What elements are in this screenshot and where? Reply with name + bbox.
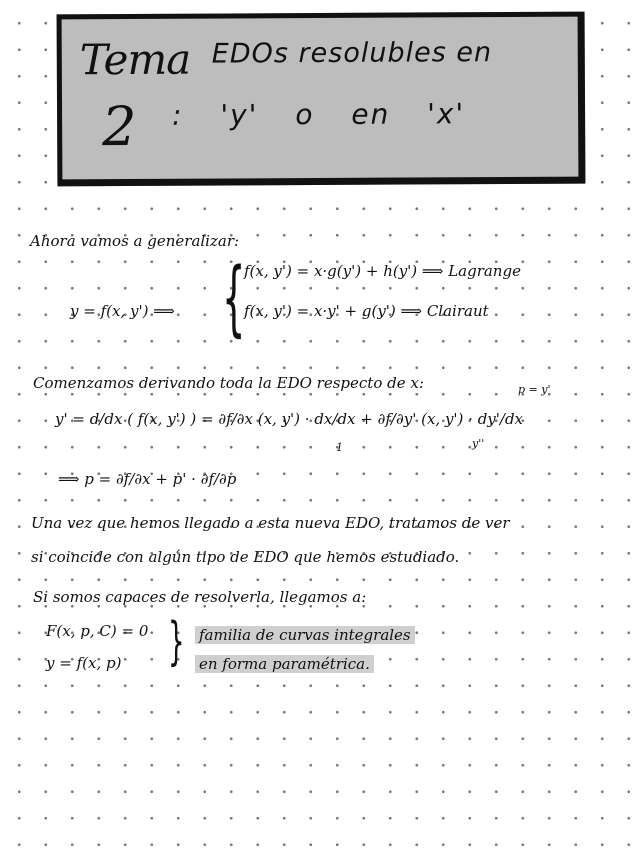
case-clairaut: f(x, y') = x·y' + g(y') ⟹ Clairaut bbox=[244, 302, 489, 320]
derive-intro-text: Comenzamos derivando toda la EDO respecto de x: bbox=[33, 374, 424, 392]
family-text-2: en forma paramétrica. bbox=[195, 655, 374, 673]
system-eq-2: y = f(x, p) bbox=[46, 654, 122, 672]
underbrace-label-1: 1 bbox=[336, 441, 343, 454]
title-box bbox=[57, 12, 586, 187]
title-tema: Tema bbox=[79, 34, 191, 85]
title-options: : 'y' o en 'x' bbox=[171, 97, 466, 132]
solve-text: Si somos capaces de resolverla, llegamos a: bbox=[33, 588, 367, 606]
result-equation: ⟹ p = ∂f/∂x + p' · ∂f/∂p bbox=[58, 470, 237, 488]
p-note: p = y' bbox=[518, 383, 551, 396]
title-subtitle: EDOs resolubles en bbox=[211, 37, 493, 70]
case-lagrange: f(x, y') = x·g(y') + h(y') ⟹ Lagrange bbox=[244, 262, 521, 280]
family-text-1: familia de curvas integrales bbox=[195, 626, 415, 644]
intro-text: Ahora vamos a generalizar: bbox=[30, 232, 240, 250]
derivative-equation: y' = d/dx ( f(x, y') ) = ∂f/∂x (x, y') · dx/dx + ∂f/∂y' (x, y') · dy'/dx bbox=[55, 410, 524, 428]
equation-lhs: y = f(x, y') ⟹ bbox=[70, 302, 175, 320]
title-number: 2 bbox=[101, 94, 137, 159]
underbrace-label-2: y'' bbox=[472, 437, 485, 450]
system-eq-1: F(x, p, C) = 0 bbox=[46, 622, 149, 640]
right-brace: } bbox=[168, 612, 185, 672]
new-edo-text-2: si coincide con algún tipo de EDO que hemos estudiado. bbox=[31, 548, 460, 566]
new-edo-text-1: Una vez que hemos llegado a esta nueva EDO, tratamos de ver bbox=[31, 514, 510, 532]
left-brace: { bbox=[222, 251, 246, 346]
